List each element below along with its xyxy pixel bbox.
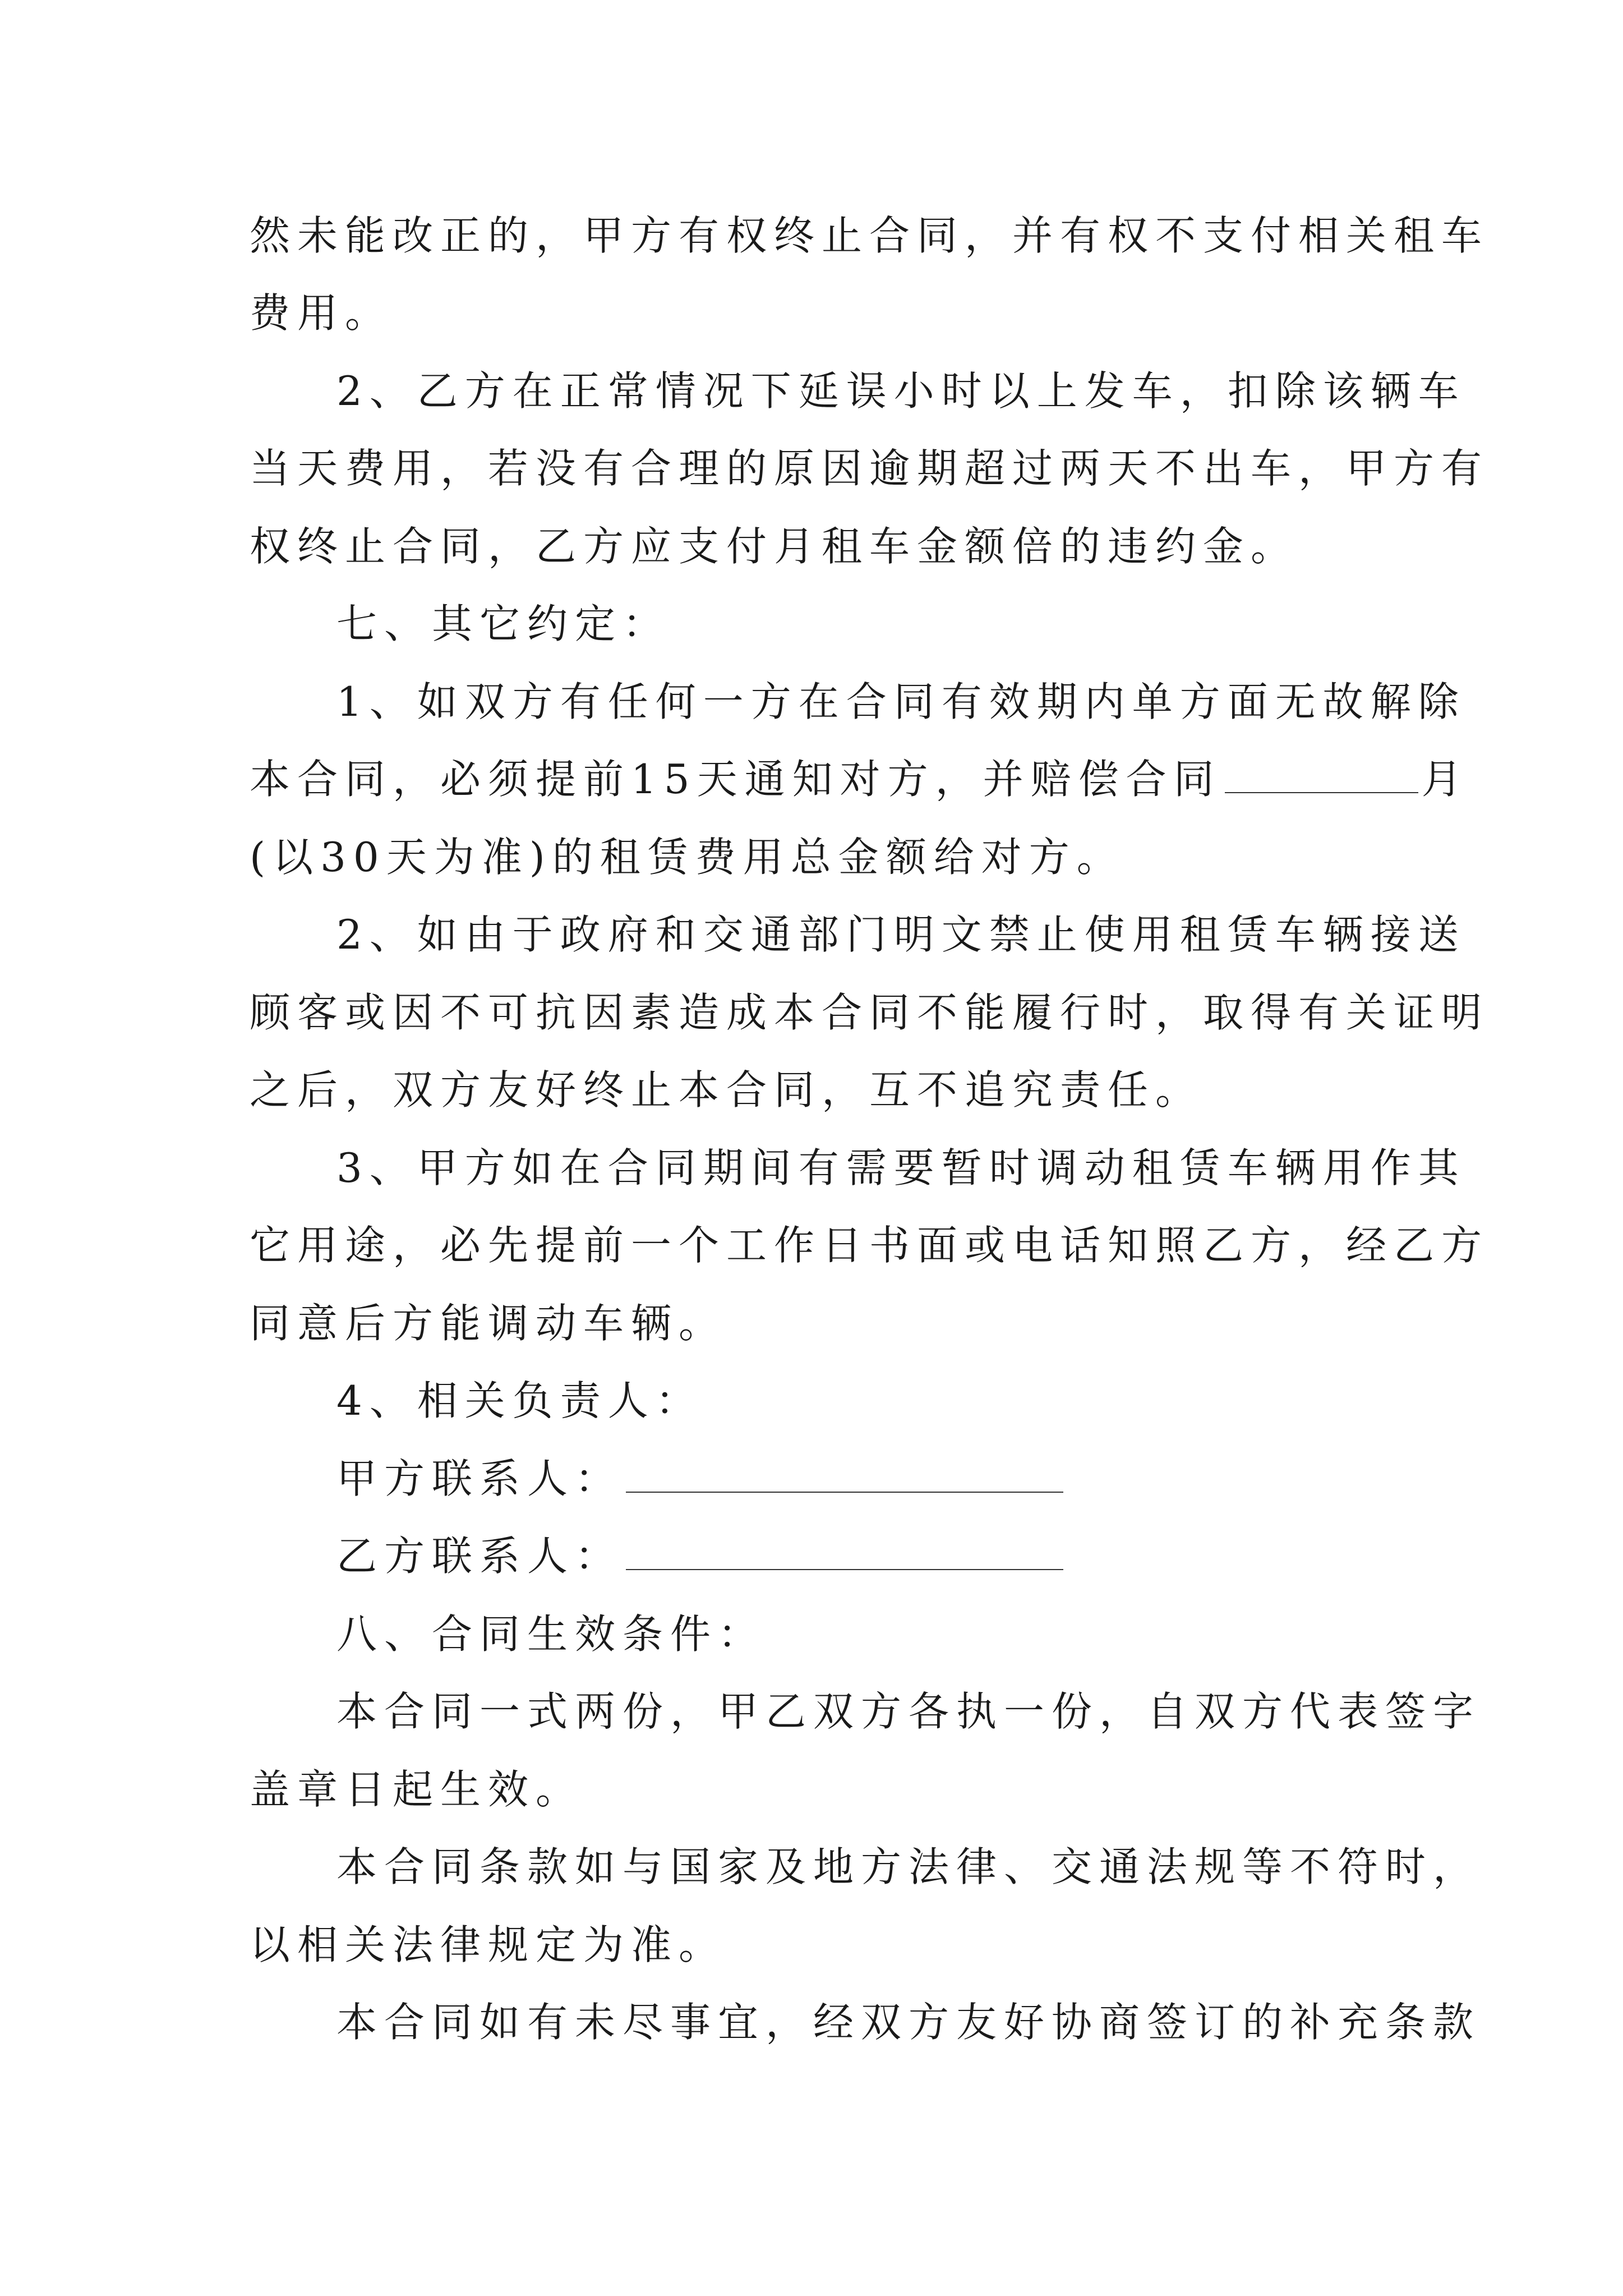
paragraph-line: (以30天为准)的租赁费用总金额给对方。	[250, 834, 1124, 881]
paragraph-text: 本合同，必须提前15天通知对方，并赔偿合同	[250, 756, 1221, 803]
paragraph-line: 同意后方能调动车辆。	[250, 1300, 727, 1347]
party-a-contact-line	[336, 1453, 1067, 1504]
party-a-contact-blank-field[interactable]	[626, 1455, 1063, 1493]
paragraph-line: 本合同如有未尽事宜，经双方友好协商签订的补充条款	[336, 1999, 1481, 2046]
paragraph-line: 1、如双方有任何一方在合同有效期内单方面无故解除	[336, 678, 1466, 725]
paragraph-line: 本合同条款如与国家及地方法律、交通法规等不符时，	[336, 1843, 1481, 1890]
paragraph-line: 盖章日起生效。	[250, 1766, 584, 1813]
party-b-contact-line	[336, 1531, 1067, 1581]
paragraph-line: 顾客或因不可抗因素造成本合同不能履行时，取得有关证明	[250, 989, 1490, 1036]
paragraph-text: 月	[1421, 756, 1469, 803]
section-heading: 八、合同生效条件：	[336, 1611, 766, 1658]
months-blank-field[interactable]	[1225, 755, 1418, 793]
paragraph-line: 2、乙方在正常情况下延误小时以上发车，扣除该辆车	[336, 367, 1466, 415]
paragraph-line: 然未能改正的，甲方有权终止合同，并有权不支付相关租车	[250, 212, 1490, 259]
party-a-contact-label: 甲方联系人：	[336, 1455, 623, 1502]
paragraph-line: 当天费用，若没有合理的原因逾期超过两天不出车，甲方有	[250, 445, 1490, 492]
paragraph-line-with-blank	[250, 754, 1469, 804]
party-b-contact-blank-field[interactable]	[626, 1532, 1063, 1570]
paragraph-line: 2、如由于政府和交通部门明文禁止使用租赁车辆接送	[336, 911, 1466, 958]
paragraph-line: 权终止合同，乙方应支付月租车金额倍的违约金。	[250, 523, 1299, 570]
paragraph-line: 3、甲方如在合同期间有需要暂时调动租赁车辆用作其	[336, 1144, 1466, 1191]
paragraph-line: 以相关法律规定为准。	[250, 1921, 727, 1968]
paragraph-line: 之后，双方友好终止本合同，互不追究责任。	[250, 1066, 1204, 1114]
paragraph-line: 它用途，必先提前一个工作日书面或电话知照乙方，经乙方	[250, 1222, 1490, 1269]
paragraph-line: 4、相关负责人：	[336, 1377, 703, 1424]
paragraph-line: 本合同一式两份，甲乙双方各执一份，自双方代表签字	[336, 1688, 1481, 1735]
section-heading: 七、其它约定：	[336, 600, 671, 647]
party-b-contact-label: 乙方联系人：	[336, 1533, 623, 1580]
paragraph-line: 费用。	[250, 289, 393, 337]
